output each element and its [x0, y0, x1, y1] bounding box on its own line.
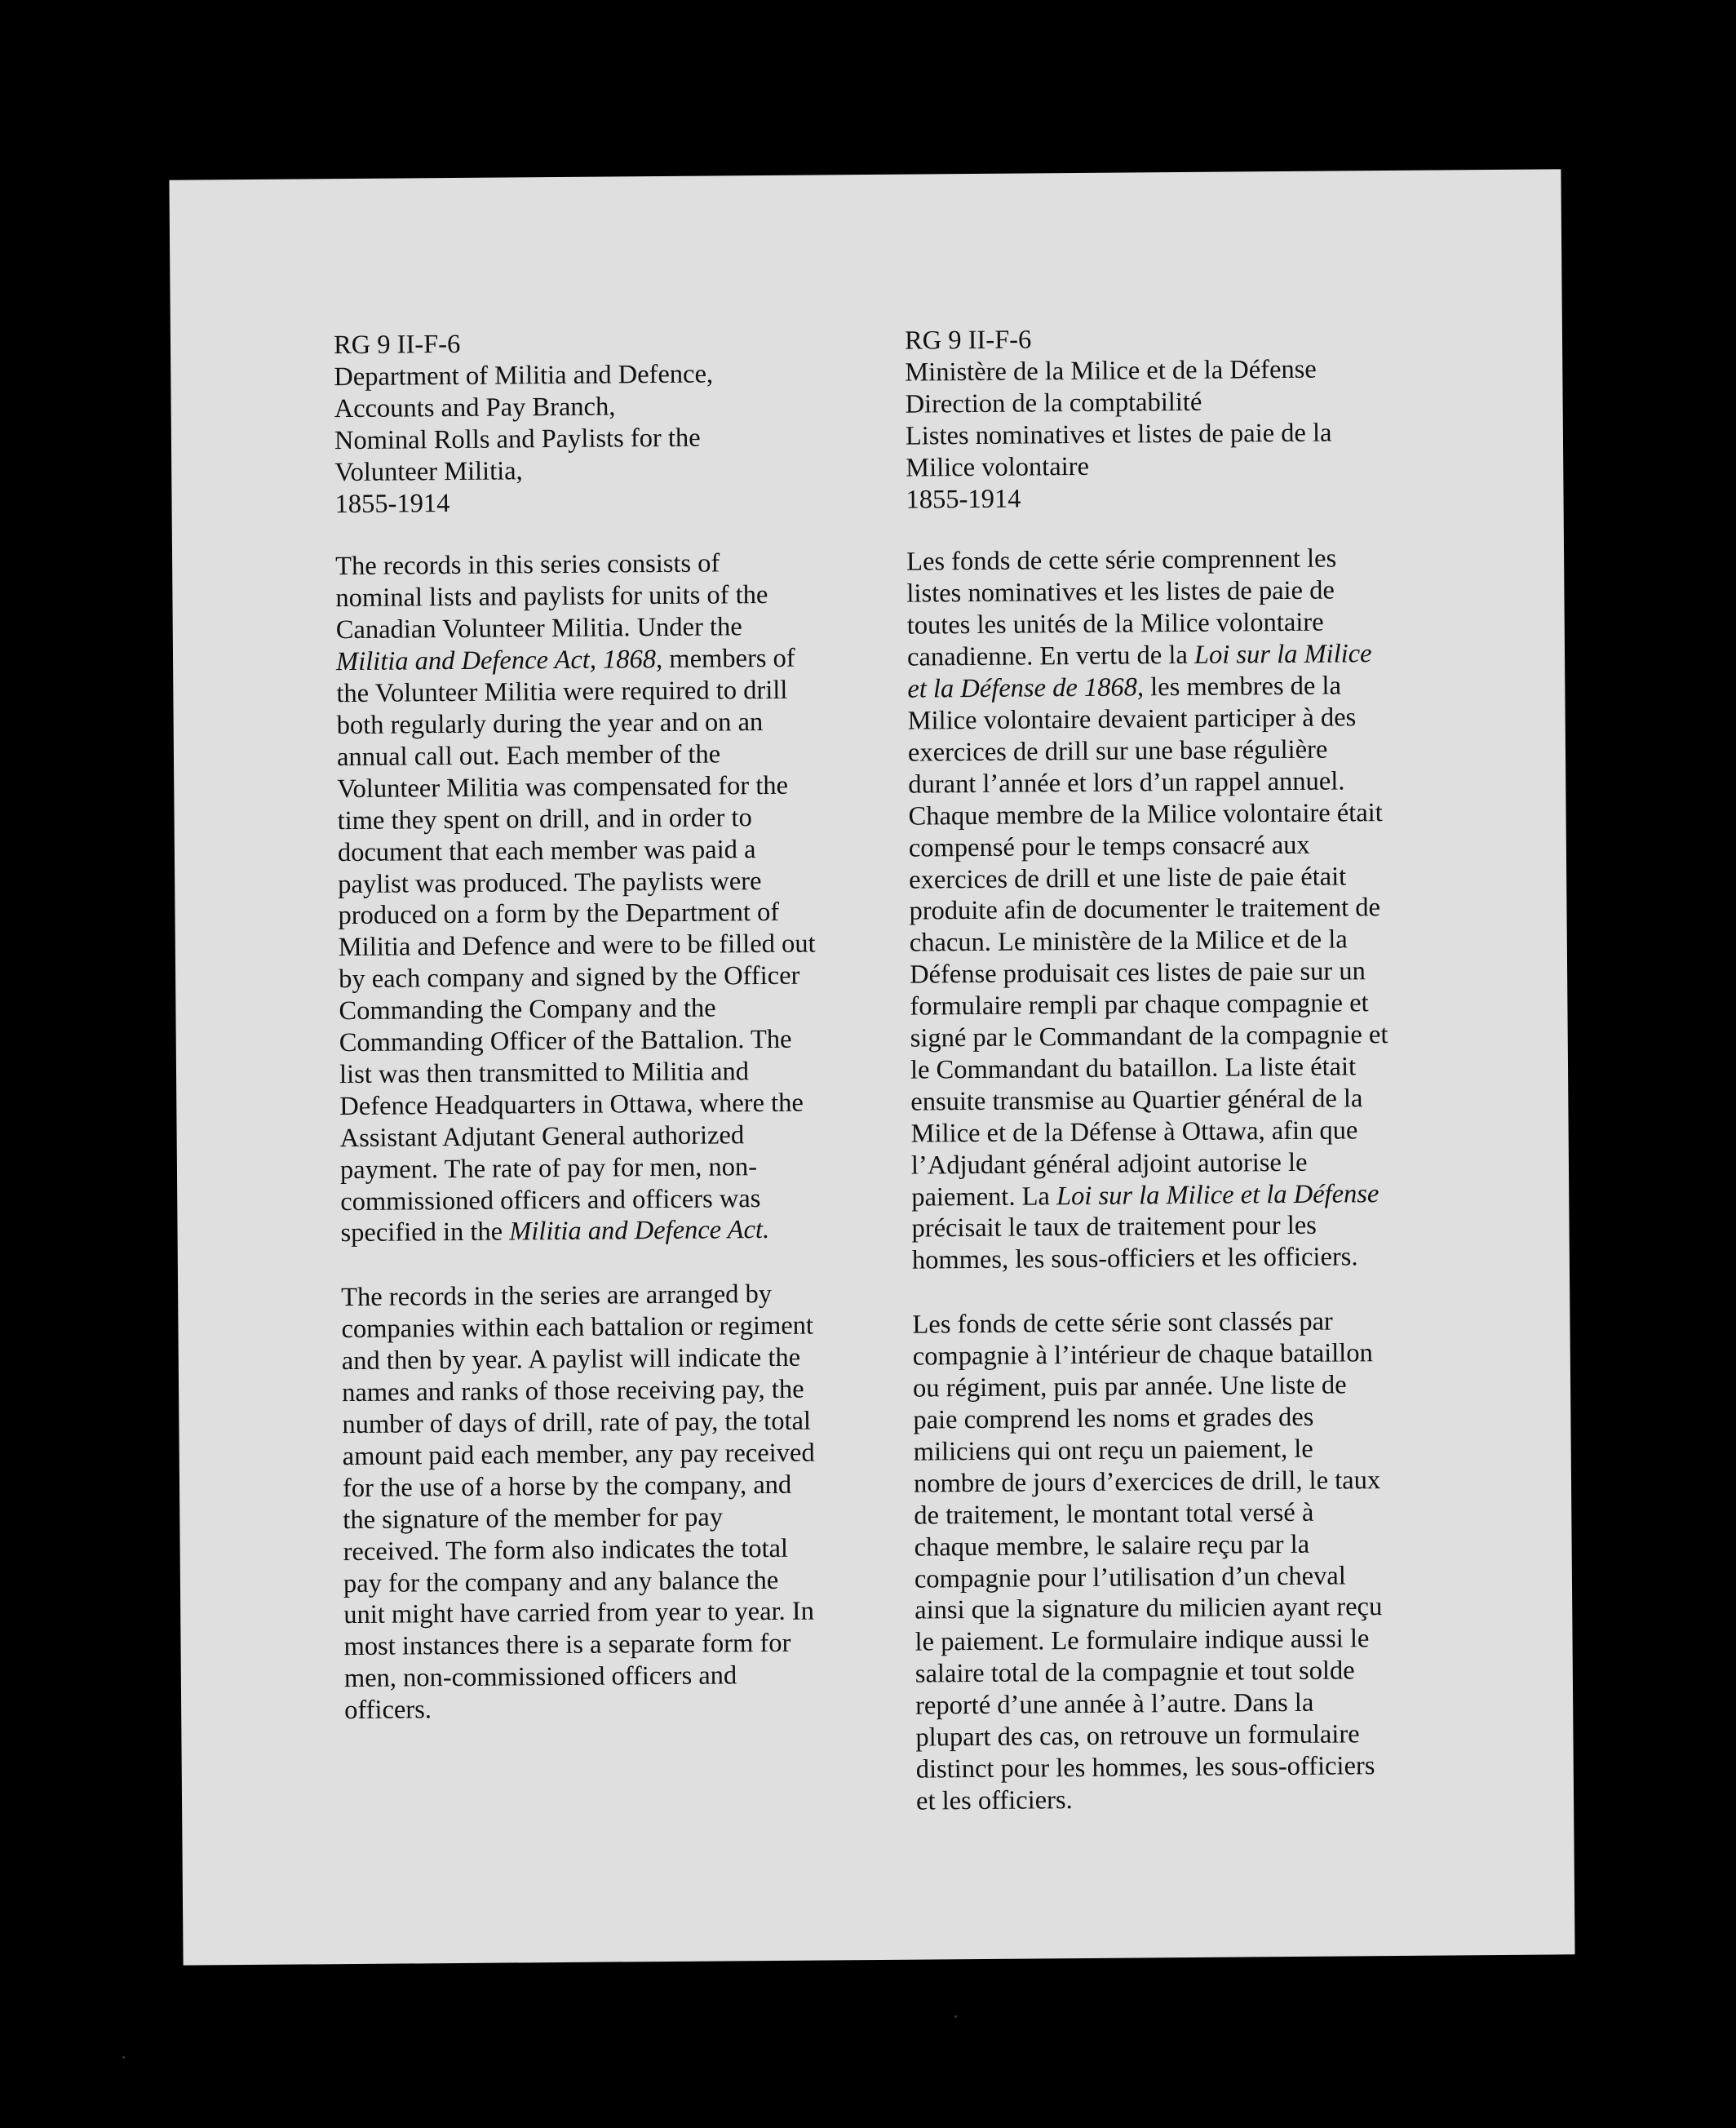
text-line	[344, 1659, 850, 1695]
text-run: de traitement, le montant total versé à	[914, 1497, 1314, 1531]
text-run: Les fonds de cette série sont classés par	[912, 1306, 1333, 1340]
text-run: plupart des cas, on retrouve un formulaire	[915, 1719, 1360, 1753]
text-line	[336, 674, 842, 710]
text-line	[912, 1241, 1434, 1277]
text-line	[340, 1214, 846, 1250]
text-run: et les officiers.	[915, 1784, 1073, 1816]
text-line	[342, 1373, 848, 1409]
text-line	[339, 1087, 845, 1123]
text-line	[337, 769, 843, 805]
text-run: for the use of a horse by the company, and	[342, 1470, 792, 1503]
text-line	[335, 548, 841, 583]
text-line	[339, 960, 844, 995]
text-run: men, non-commissioned officers and	[343, 1660, 737, 1694]
text-line	[335, 579, 841, 615]
text-run: chaque membre, le salaire reçu par la	[914, 1529, 1310, 1563]
text-line	[337, 801, 843, 837]
text-line	[912, 1306, 1434, 1341]
text-run: Defence Headquarters in Ottawa, where the	[339, 1088, 804, 1121]
text-run: Les fonds de cette série comprennent les	[906, 543, 1337, 578]
text-run: pay for the company and any balance the	[343, 1565, 779, 1598]
text-run: paylist was produced. The paylists were	[338, 866, 762, 899]
text-line	[914, 1559, 1437, 1595]
text-run: companies within each battalion or regiment	[341, 1310, 814, 1345]
text-run: compagnie pour l’utilisation d’un cheval	[914, 1560, 1346, 1594]
text-line	[910, 955, 1432, 991]
text-line	[338, 897, 844, 933]
english-heading	[334, 326, 841, 520]
text-run: Volunteer Militia was compensated for the	[337, 770, 789, 804]
text-run: le Commandant du bataillon. La liste était	[910, 1052, 1357, 1085]
text-line	[343, 1469, 848, 1505]
text-run: names and ranks of those receiving pay, the	[341, 1374, 804, 1408]
italic-title: Militia and Defence Act.	[509, 1215, 770, 1247]
english-paragraph-1	[335, 548, 847, 1250]
text-line	[916, 1750, 1438, 1786]
text-run: listes nominatives et les listes de paie de	[906, 575, 1335, 609]
text-run: miliciens qui ont reçu un paiement, le	[913, 1434, 1313, 1467]
text-line	[916, 1781, 1438, 1817]
text-line	[339, 1055, 845, 1091]
text-line	[910, 987, 1432, 1023]
text-run: document that each member was paid a	[337, 834, 756, 867]
text-line	[340, 1119, 846, 1155]
dust-speck	[954, 2015, 957, 2018]
text-run: time they spent on drill, and in order to	[337, 802, 752, 836]
text-line	[338, 833, 844, 869]
series-title: Nominal Rolls and Paylists for the	[334, 423, 701, 455]
text-line	[341, 1310, 847, 1346]
text-run: nombre de jours d’exercices de drill, le taux	[913, 1465, 1381, 1499]
text-run: Défense produisait ces listes de paie sur un	[909, 956, 1366, 990]
text-line	[342, 1341, 848, 1377]
english-column	[334, 326, 850, 1727]
text-run: unit might have carried from year to year. In	[343, 1597, 815, 1630]
text-line	[907, 670, 1429, 706]
text-line	[906, 574, 1428, 610]
text-line	[339, 1023, 845, 1059]
text-run: chacun. Le ministère de la Milice et de la	[909, 924, 1348, 958]
text-run: exercices de drill et une liste de paie était	[909, 861, 1347, 895]
text-run: hommes, les sous-officiers et les officiers.	[911, 1242, 1358, 1275]
text-line	[342, 1405, 848, 1441]
text-run: paiement. La	[911, 1181, 1057, 1213]
text-line	[914, 1591, 1437, 1627]
text-run: Commanding Officer of the Battalion. The	[339, 1024, 792, 1058]
text-run: most instances there is a separate form for	[343, 1629, 791, 1662]
text-run: amount paid each member, any pay received	[342, 1438, 815, 1472]
text-line	[343, 1437, 848, 1473]
text-run: number of days of drill, rate of pay, the total	[342, 1406, 812, 1440]
text-run: annual call out. Each member of the	[336, 739, 721, 773]
text-run: , les membres de la	[1136, 671, 1342, 703]
text-line	[910, 924, 1432, 960]
text-run: produced on a form by the Department of	[338, 898, 780, 931]
text-run: Commanding the Company and the	[339, 993, 716, 1026]
text-line	[911, 1146, 1433, 1181]
text-line	[915, 1718, 1437, 1754]
text-run: salaire total de la compagnie et tout solde	[914, 1656, 1355, 1689]
branch-name: Direction de la comptabilité	[905, 387, 1202, 419]
dust-speck	[122, 2056, 125, 2059]
text-line	[910, 1051, 1433, 1087]
text-line	[341, 1279, 847, 1314]
italic-title: et la Défense de 1868	[907, 672, 1138, 704]
text-run: ensuite transmise au Quartier général de la	[910, 1084, 1363, 1117]
text-line	[343, 1628, 849, 1664]
text-run: Militia and Defence and were to be filled out	[338, 929, 816, 963]
text-line	[339, 929, 844, 964]
text-run: exercices de drill sur une base régulière	[907, 734, 1328, 768]
text-run: ou régiment, puis par année. Une liste de	[912, 1370, 1347, 1403]
text-line	[913, 1401, 1435, 1437]
record-group-number: RG 9 II-F-6	[904, 325, 1032, 356]
text-run: distinct pour les hommes, les sous-officiers	[915, 1751, 1375, 1784]
text-run: ainsi que la signature du milicien ayant reçu	[914, 1592, 1383, 1626]
french-heading	[905, 321, 1428, 516]
text-line	[913, 1369, 1435, 1405]
text-line	[343, 1501, 848, 1536]
text-run: formulaire rempli par chaque compagnie et	[910, 988, 1369, 1022]
text-run: Assistant Adjutant General authorized	[339, 1119, 745, 1153]
text-line	[908, 733, 1430, 769]
text-line	[344, 1691, 850, 1727]
text-line	[340, 1150, 846, 1186]
text-line	[338, 865, 844, 901]
text-line	[910, 1114, 1433, 1150]
text-line	[340, 1182, 846, 1218]
text-run: specified in the	[340, 1217, 510, 1248]
text-line	[336, 611, 842, 647]
text-line	[914, 1464, 1436, 1500]
text-run: the signature of the member for pay	[343, 1502, 724, 1535]
text-line	[915, 1687, 1437, 1722]
text-run: durant l’année et lors d’un rappel annuel.	[908, 766, 1345, 800]
text-line	[914, 1432, 1436, 1468]
text-run: The records in the series are arranged by	[341, 1279, 773, 1313]
text-run: le paiement. Le formulaire indique aussi le	[914, 1624, 1370, 1657]
text-line	[911, 1177, 1433, 1213]
text-run: both regularly during the year and on an	[336, 707, 764, 741]
text-run: signé par le Commandant de la compagnie et	[910, 1020, 1388, 1053]
text-run: by each company and signed by the Officer	[338, 960, 800, 995]
text-run: commissioned officers and officers was	[340, 1183, 761, 1217]
text-line	[909, 860, 1431, 896]
text-line	[343, 1532, 848, 1568]
text-line	[906, 543, 1428, 579]
text-line	[337, 738, 843, 774]
text-line	[914, 1496, 1436, 1532]
text-line	[910, 1082, 1433, 1118]
french-paragraph-2	[912, 1306, 1438, 1818]
text-run: toutes les unités de la Milice volontaire	[906, 607, 1324, 641]
text-line	[908, 765, 1430, 800]
text-line	[907, 638, 1429, 674]
text-run: paie comprend les noms et grades des	[913, 1402, 1314, 1435]
text-line	[914, 1527, 1436, 1563]
text-run: The records in this series consists of	[335, 548, 720, 582]
text-line	[337, 706, 843, 742]
text-run: compagnie à l’intérieur de chaque bataillon	[912, 1338, 1373, 1372]
text-run: nominal lists and paylists for units of the	[335, 580, 768, 614]
text-run: Milice et de la Défense à Ottawa, afin que	[910, 1115, 1358, 1149]
text-line	[915, 1655, 1437, 1691]
text-line	[907, 606, 1429, 642]
text-run: , members of	[655, 643, 795, 675]
text-run: précisait le taux de traitement pour les	[911, 1211, 1318, 1244]
italic-title: Militia and Defence Act, 1868	[335, 645, 657, 677]
text-line	[911, 1209, 1433, 1245]
text-line	[343, 1564, 849, 1600]
record-group-number: RG 9 II-F-6	[333, 329, 461, 361]
scanned-page	[169, 169, 1574, 1965]
department-name: Department of Militia and Defence,	[334, 359, 714, 392]
series-title-continued: Milice volontaire	[906, 451, 1090, 483]
text-line	[909, 828, 1431, 864]
text-line	[909, 892, 1431, 928]
text-run: Canadian Volunteer Militia. Under the	[335, 612, 742, 645]
branch-name: Accounts and Pay Branch,	[334, 392, 616, 423]
italic-title: Loi sur la Milice et la Défense	[1056, 1178, 1380, 1211]
text-run: received. The form also indicates the total	[343, 1533, 789, 1567]
text-line	[336, 642, 842, 678]
text-line	[914, 1623, 1437, 1659]
text-run: Chaque membre de la Milice volontaire était	[908, 797, 1383, 831]
english-paragraph-2	[341, 1279, 850, 1727]
text-run: compensé pour le temps consacré aux	[908, 830, 1310, 863]
text-line	[339, 991, 844, 1027]
text-line	[343, 1596, 849, 1632]
text-run: produite afin de documenter le traitement de	[909, 893, 1381, 927]
date-range: 1855-1914	[334, 488, 450, 519]
text-run: officers.	[344, 1695, 432, 1726]
text-line	[908, 796, 1430, 832]
text-run: Milice volontaire devaient participer à des	[907, 703, 1357, 736]
text-line	[913, 1337, 1435, 1373]
series-title-continued: Volunteer Militia,	[334, 455, 523, 487]
text-run: the Volunteer Militia were required to drill	[336, 675, 788, 709]
text-run: reporté d’une année à l’autre. Dans la	[915, 1687, 1314, 1721]
department-name: Ministère de la Milice et de la Défense	[905, 354, 1317, 388]
italic-title: Loi sur la Milice	[1194, 639, 1372, 671]
french-column	[905, 321, 1438, 1818]
text-run: payment. The rate of pay for men, non-	[339, 1151, 758, 1185]
french-paragraph-1	[906, 543, 1434, 1277]
text-run: and then by year. A paylist will indicate the	[341, 1342, 801, 1377]
text-run: l’Adjudant général adjoint autorise le	[910, 1147, 1308, 1181]
text-line	[908, 702, 1430, 738]
text-run: list was then transmitted to Militia and	[339, 1057, 750, 1090]
series-title: Listes nominatives et listes de paie de la	[905, 418, 1332, 451]
text-line	[910, 1019, 1433, 1055]
text-run: canadienne. En vertu de la	[906, 641, 1195, 672]
date-range: 1855-1914	[906, 484, 1021, 515]
